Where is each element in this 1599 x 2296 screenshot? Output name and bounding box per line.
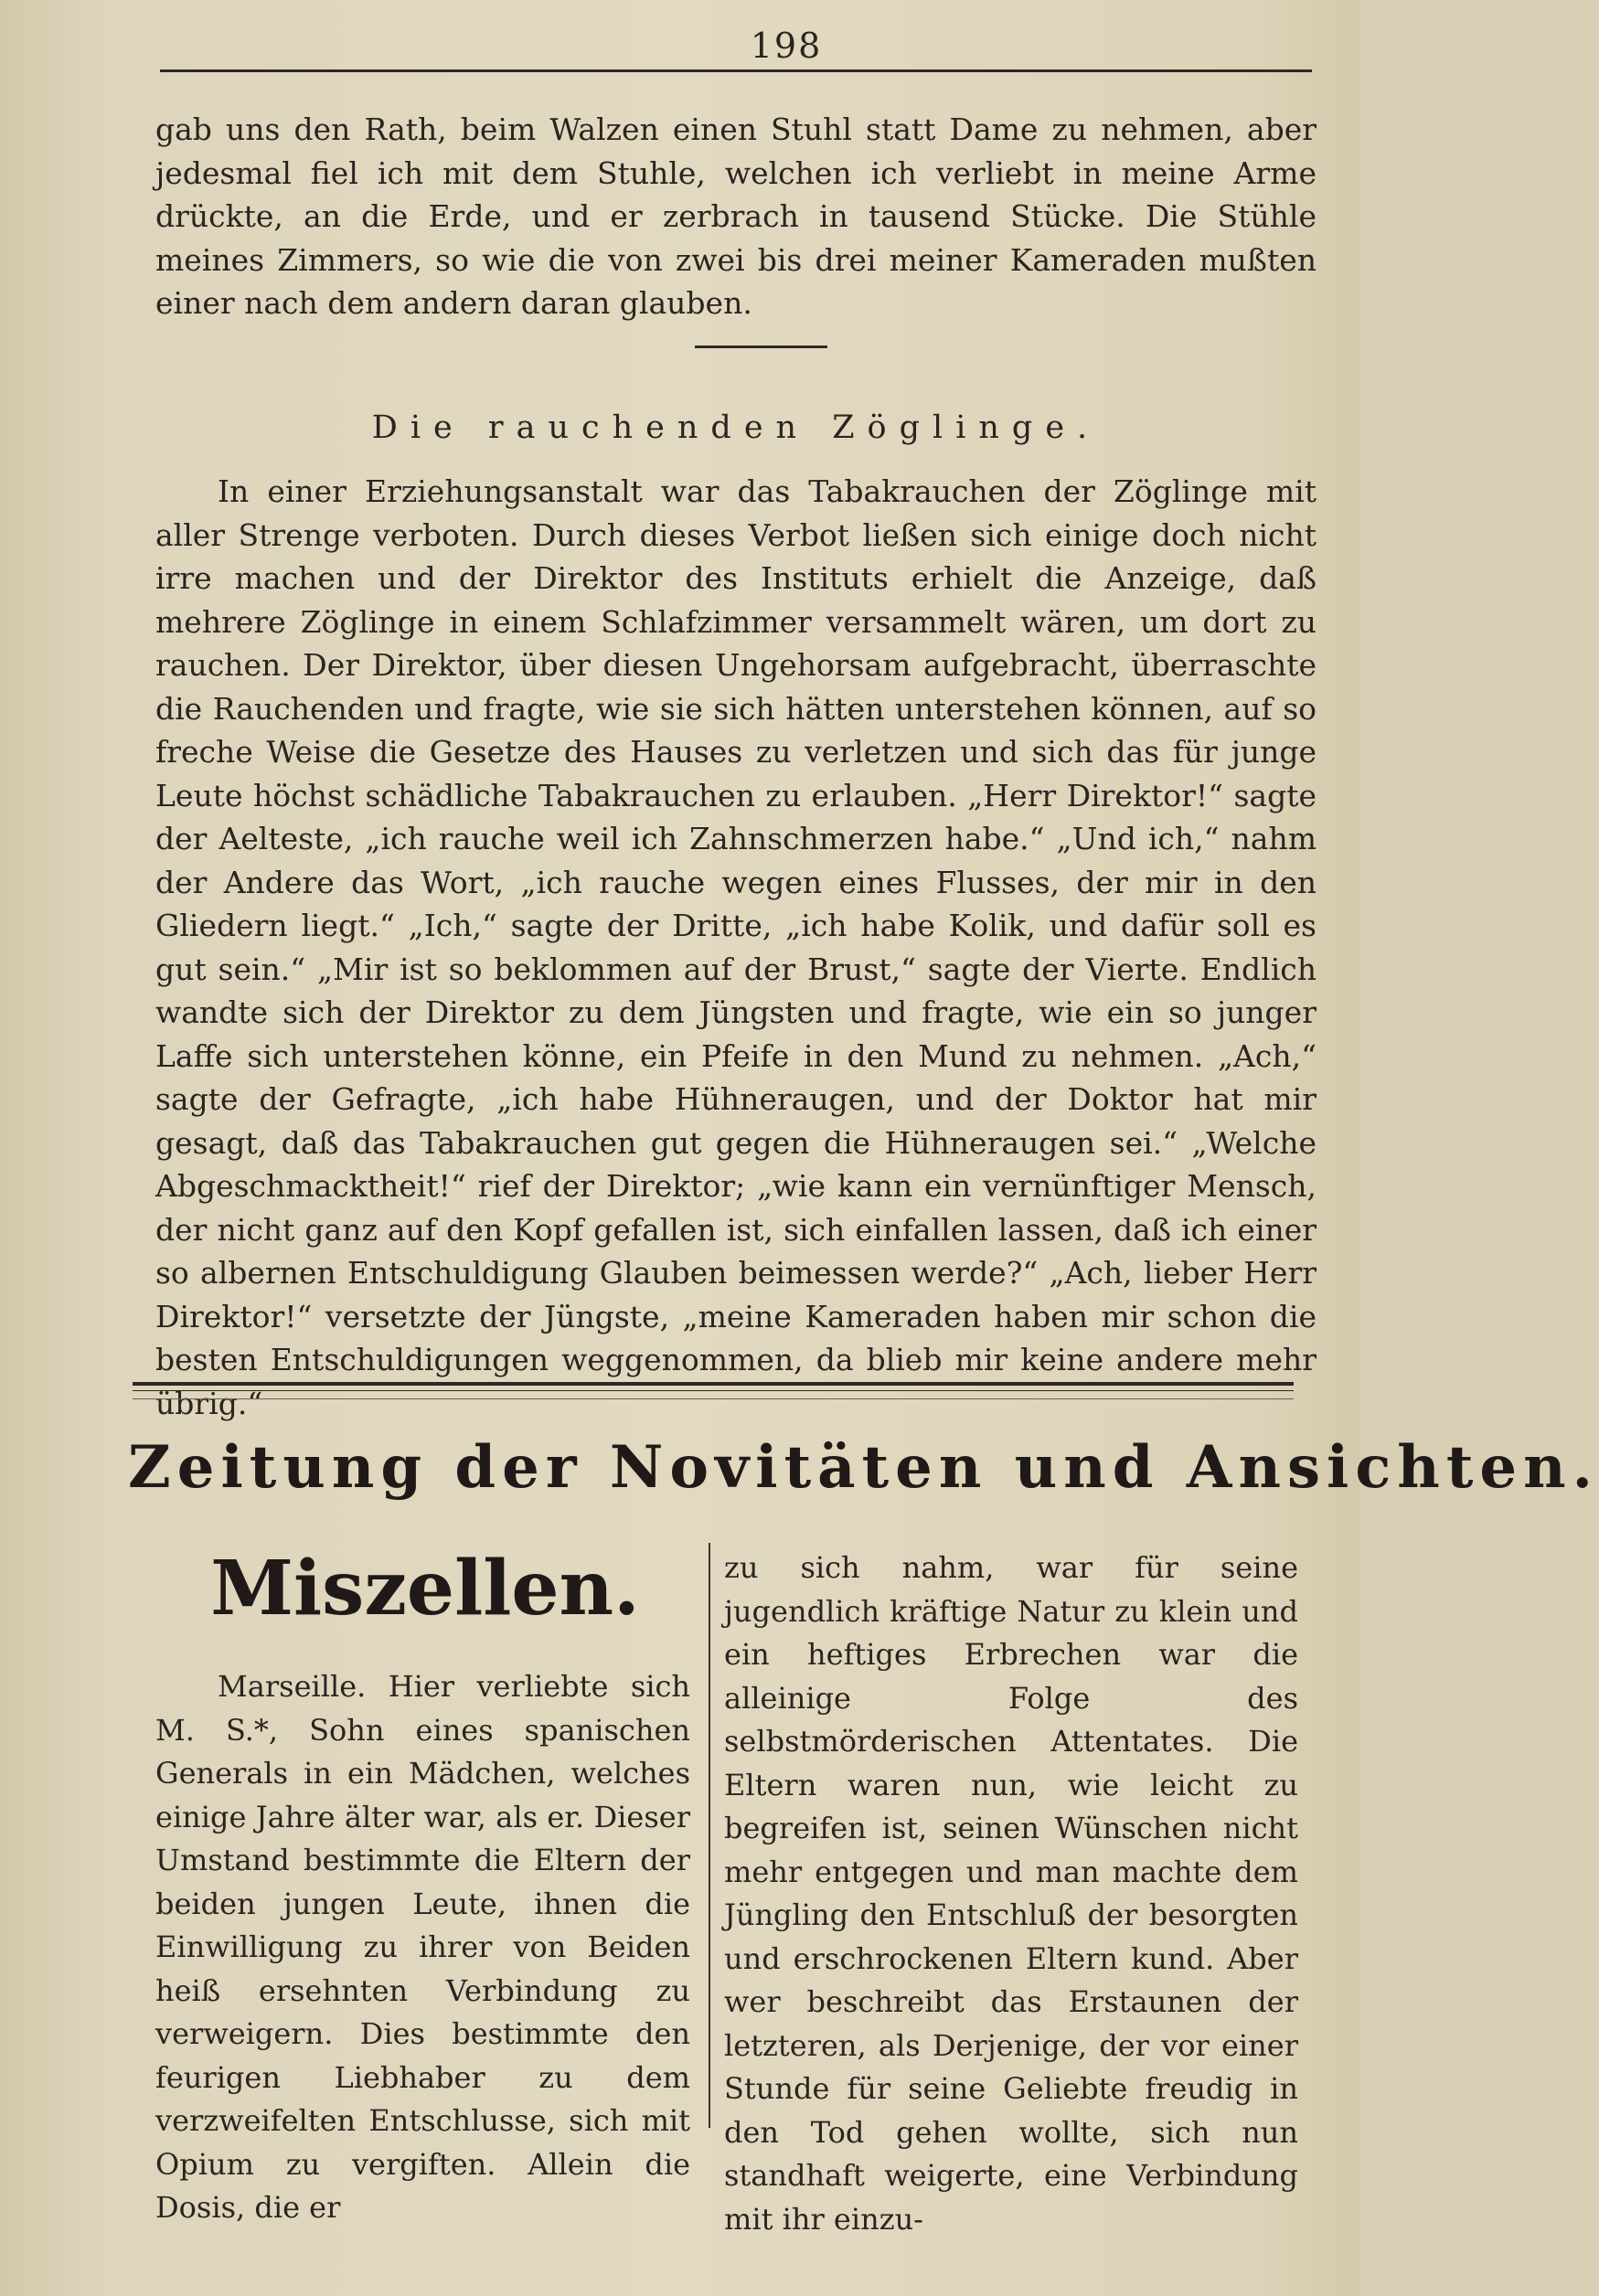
right-column-text: zu sich nahm, war für seine jugendlich kräftige Natur zu klein und ein heftiges Erbrechen war die alleinige Folge des selbstmörderischen Attentates. Die Eltern waren nun, wie leicht zu begreifen ist, seinen Wünschen nicht mehr entgegen und man machte dem Jüngling den Entschluß der besorgten und erschrockenen Eltern kund. Aber wer beschreibt das Erstaunen der letzteren, als Derjenige, der vor einer Stunde für seine Geliebte freudig in den Tod gehen wollte, sich nun standhaft weigerte, eine Verbindung mit ihr einzu- bbox=[724, 1550, 1298, 2237]
page-number: 198 bbox=[750, 26, 823, 66]
section-divider bbox=[695, 345, 827, 348]
column-divider bbox=[709, 1543, 710, 2128]
section-header: Zeitung der Novitäten und Ansichten. bbox=[128, 1433, 1599, 1502]
header-rule bbox=[160, 69, 1312, 72]
article-title: Die rauchenden Zöglinge. bbox=[371, 409, 1101, 446]
intro-paragraph: gab uns den Rath, beim Walzen einen Stuhl statt Dame zu nehmen, aber jedesmal fiel ich mit dem Stuhle, welchen ich verliebt in meine Arme drückte, an die Erde, und er zerbrach in tausend Stücke. Die Stühle meines Zimmers, so wie die von zwei bis drei meiner Kameraden mußten einer nach dem andern daran glauben. bbox=[155, 112, 1317, 321]
miscellany-title: Miszellen. bbox=[210, 1545, 640, 1632]
left-column-text: Marseille. Hier verliebte sich M. S.*, Sohn eines spanischen Generals in ein Mädchen, welches einige Jahre älter war, als er. Dieser Umstand bestimmte die Eltern der beiden jungen Leute, ihnen die Einwilligung zu ihrer von Beiden heiß ersehnten Verbindung zu verweigern. Dies bestimmte den feurigen Liebhaber zu dem verzweifelten Entschlusse, sich mit Opium zu vergiften. Allein die Dosis, die er bbox=[155, 1669, 690, 2225]
article-body: In einer Erziehungsanstalt war das Tabakrauchen der Zöglinge mit aller Strenge verboten. Durch dieses Verbot ließen sich einige doch nicht irre machen und der Direktor des Instituts erhielt die Anzeige, daß mehrere Zöglinge in einem Schlafzimmer versammelt wären, um dort zu rauchen. Der Direktor, über diesen Ungehorsam aufgebracht, überraschte die Rauchenden und fragte, wie sie sich hätten unterstehen können, auf so freche Weise die Gesetze des Hauses zu verletzen und sich das für junge Leute höchst schädliche Tabakrauchen zu erlauben. „Herr Direktor!“ sagte der Aelteste, „ich rauche weil ich Zahnschmerzen habe.“ „Und ich,“ nahm der Andere das Wort, „ich rauche wegen eines Flusses, der mir in den Gliedern liegt.“ „Ich,“ sagte der Dritte, „ich habe Kolik, und dafür soll es gut sein.“ „Mir ist so beklommen auf der Brust,“ sagte der Vierte. Endlich wandte sich der Direktor zu dem Jüngsten und fragte, wie ein so junger Laffe sich unterstehen könne, ein Pfeife in den Mund zu nehmen. „Ach,“ sagte der Gefragte, „ich habe Hühneraugen, und der Doktor hat mir gesagt, daß das Tabakrauchen gut gegen die Hühneraugen sei.“ „Welche Abgeschmacktheit!“ rief der Direktor; „wie kann ein vernünftiger Mensch, der nicht ganz auf den Kopf gefallen ist, sich einfallen lassen, daß ich einer so albernen Entschuldigung Glauben beimessen werde?“ „Ach, lieber Herr Direktor!“ versetzte der Jüngste, „meine Kameraden haben mir schon die besten Entschuldigungen weggenommen, da blieb mir keine andere mehr übrig.“ bbox=[155, 473, 1317, 1421]
double-rule bbox=[133, 1382, 1294, 1399]
